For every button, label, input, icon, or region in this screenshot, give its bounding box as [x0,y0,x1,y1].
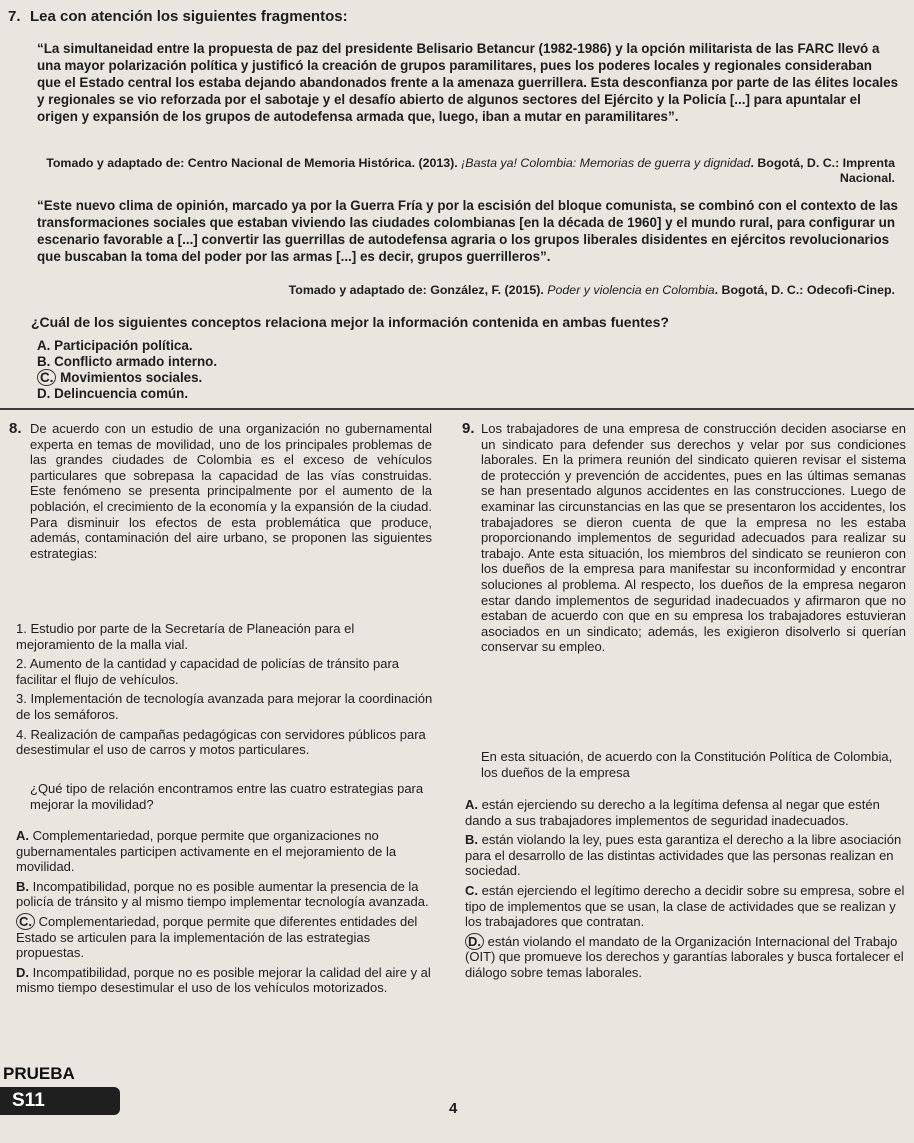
option-text: Movimientos sociales. [60,370,203,385]
question-8-option-c[interactable] [16,914,436,961]
strategy-item: 2. Aumento de la cantidad y capacidad de policías de tránsito para facilitar el flujo de vehículos. [16,656,400,687]
question-8-text: ¿Qué tipo de relación encontramos entre las cuatro estrategias para mejorar la movilidad? [30,781,424,812]
question-7-option-d[interactable] [37,385,188,402]
question-9-text: En esta situación, de acuerdo con la Constitución Política de Colombia, los dueños de la empresa [481,749,893,780]
quote-1: “La simultaneidad entre la propuesta de paz del presidente Belisario Betancur (1982-1986) y la opción militarista de las FARC llevó a una mayor polarización política y justificó la creación de grupos paramilitares, pues los poderes locales y regionales consideraban que el Estado central los estaba dejando abandonados frente a la amenaza guerrillera. Esta desconfianza por parte de las élites locales y regionales se vio reforzada por el sabotaje y el desafío abierto de algunos sectores del Ejército y la Policía [...] para apuntalar el origen y expansión de los grupos de autodefensa armada que, luego, iban a mutar en paramilitares”. [37,41,899,124]
question-7-option-b[interactable] [37,353,217,370]
question-9-option-c[interactable] [465,883,907,930]
option-letter: B. [16,878,29,894]
source-2-title: Poder y violencia en Colombia [547,283,715,297]
question-9-intro: Los trabajadores de una empresa de construcción deciden asociarse en un sindicato para defender sus derechos y velar por sus condiciones laborales. En la primera reunión del sindicato quieren revisar el sistema de protección y prevención de accidentes, pues en las últimas semanas se han presentado algunos accidentes en las construcciones. Luego de examinar las circunstancias en las que se presentaron los accidentes, los trabajadores se dieron cuenta de que la empresa no les estaba proporcionando implementos de seguridad adecuados para realizar su trabajo. Ante esta situación, los miembros del sindicato se reunieron con los dueños de la empresa para manifestar su inconformidad y encontrar soluciones al problema. Al respecto, los dueños de la empresa negaron estar dando implementos de seguridad inadecuados y afirmaron que no estaban de acuerdo con que en su empresa los trabajadores estuvieran asociados en un sindicato; además, les exigieron disolverlo si querían conservar su empleo. [481,421,906,655]
question-9-options [465,797,907,981]
option-text: Delincuencia común. [54,386,189,401]
option-text: están ejerciendo su derecho a la legítima defensa al negar que estén dando a sus trabajadores implementos de seguridad inadecuados. [465,797,880,828]
question-8-option-a[interactable] [16,828,436,875]
option-letter: A. [37,338,51,353]
option-letter: C. [37,369,56,386]
question-8-number: 8. [9,420,22,437]
quote-2: “Este nuevo clima de opinión, marcado ya por la Guerra Fría y por la escisión del bloque comunista, se combinó con el contexto de las transformaciones sociales que estaban viviendo las ciudades colombianas [en la década de 1960] y el mundo rural, para configurar un escenario favorable a [...] convertir las guerrillas de autodefensa agraria o los grupos liberales disidentes en ejércitos revolucionarios que buscaban la toma del poder por las armas [...] es decir, grupos guerrilleros”. [37,198,898,264]
option-text: Conflicto armado interno. [54,354,218,369]
question-7-number: 7. [8,8,21,25]
option-letter: D. [37,386,51,401]
strategy-item: 4. Realización de campañas pedagógicas con servidores públicos para desestimular el uso de carros y motos particulares. [16,726,426,758]
option-text: Participación política. [54,338,193,353]
source-1-title: ¡Basta ya! Colombia: Memorias de guerra y dignidad [461,156,751,170]
question-7-option-a[interactable] [37,337,193,354]
option-text: están violando el mandato de la Organización Internacional del Trabajo (OIT) que promueve los derechos y garantías laborales y busca fortalecer el diálogo sobre temas laborales. [465,933,904,980]
question-9-option-d[interactable] [465,934,907,981]
option-letter: D. [16,964,29,980]
option-letter: C. [465,882,478,898]
question-9-option-a[interactable] [465,797,907,828]
test-label: PRUEBA [3,1064,75,1083]
question-9-number: 9. [462,420,475,437]
source-2-prefix: Tomado y adaptado de: González, F. (2015). [288,283,548,297]
source-2-suffix: . Bogotá, D. C.: Odecofi-Cinep. [714,283,895,297]
option-letter: A. [16,828,29,843]
section-divider [0,408,914,410]
option-letter: C. [16,913,35,930]
question-7-prompt: Lea con atención los siguientes fragmentos: [30,8,348,25]
strategy-item: 1. Estudio por parte de la Secretaría de Planeación para el mejoramiento de la malla vial. [16,621,355,652]
option-text: Complementariedad, porque permite que organizaciones no gubernamentales participen activamente en el mejoramiento de la movilidad. [16,828,397,875]
question-8-options [16,828,436,996]
option-letter: D. [465,933,484,950]
option-letter: B. [37,354,51,369]
option-letter: A. [465,797,478,812]
source-1-prefix: Tomado y adaptado de: Centro Nacional de Memoria Histórica. (2013). [46,156,462,170]
source-2 [40,283,895,298]
question-7-option-c[interactable] [37,369,202,386]
option-text: están ejerciendo el legítimo derecho a decidir sobre su empresa, sobre el tipo de implementos que se usan, la clase de actividades que se realizan y los trabajadores que contratan. [465,882,905,930]
page-number: 4 [449,1100,458,1117]
test-code-badge: S11 [0,1087,120,1115]
question-8-intro: De acuerdo con un estudio de una organización no gubernamental experta en temas de movilidad, uno de los principales problemas de las grandes ciudades de Colombia es el exceso de vehículos particulares que sobrepasa la capacidad de las vías construidas. Este fenómeno se presenta principalmente por el aumento de la población, el crecimiento de la economía y la expansión de la ciudad. Para disminuir los efectos de esta problemática que produce, además, contaminación del aire urbano, se proponen las siguientes estrategias: [30,421,432,561]
question-7-text: ¿Cuál de los siguientes conceptos relaciona mejor la información contenida en ambas fuentes? [31,314,669,330]
question-9-option-b[interactable] [465,832,907,879]
option-text: están violando la ley, pues esta garantiza el derecho a la libre asociación para el desarrollo de las distintas actividades que las personas realizan en sociedad. [465,832,902,879]
option-text: Incompatibilidad, porque no es posible mejorar la calidad del aire y al mismo tiempo desestimular el uso de los vehículos motorizados. [16,964,431,996]
strategy-item: 3. Implementación de tecnología avanzada para mejorar la coordinación de los semáforos. [16,691,433,722]
option-text: Incompatibilidad, porque no es posible aumentar la presencia de la policía de tránsito y al mismo tiempo implementar tecnología avanzada. [16,878,429,910]
option-text: Complementariedad, porque permite que diferentes entidades del Estado se articulen para la implementación de las estrategias propuestas. [16,913,418,961]
source-1 [40,156,895,186]
question-8-option-b[interactable] [16,879,436,910]
question-8-option-d[interactable] [16,965,436,996]
source-1-suffix: . Bogotá, D. C.: Imprenta Nacional. [750,156,895,185]
strategy-list [16,621,436,758]
option-letter: B. [465,832,478,848]
